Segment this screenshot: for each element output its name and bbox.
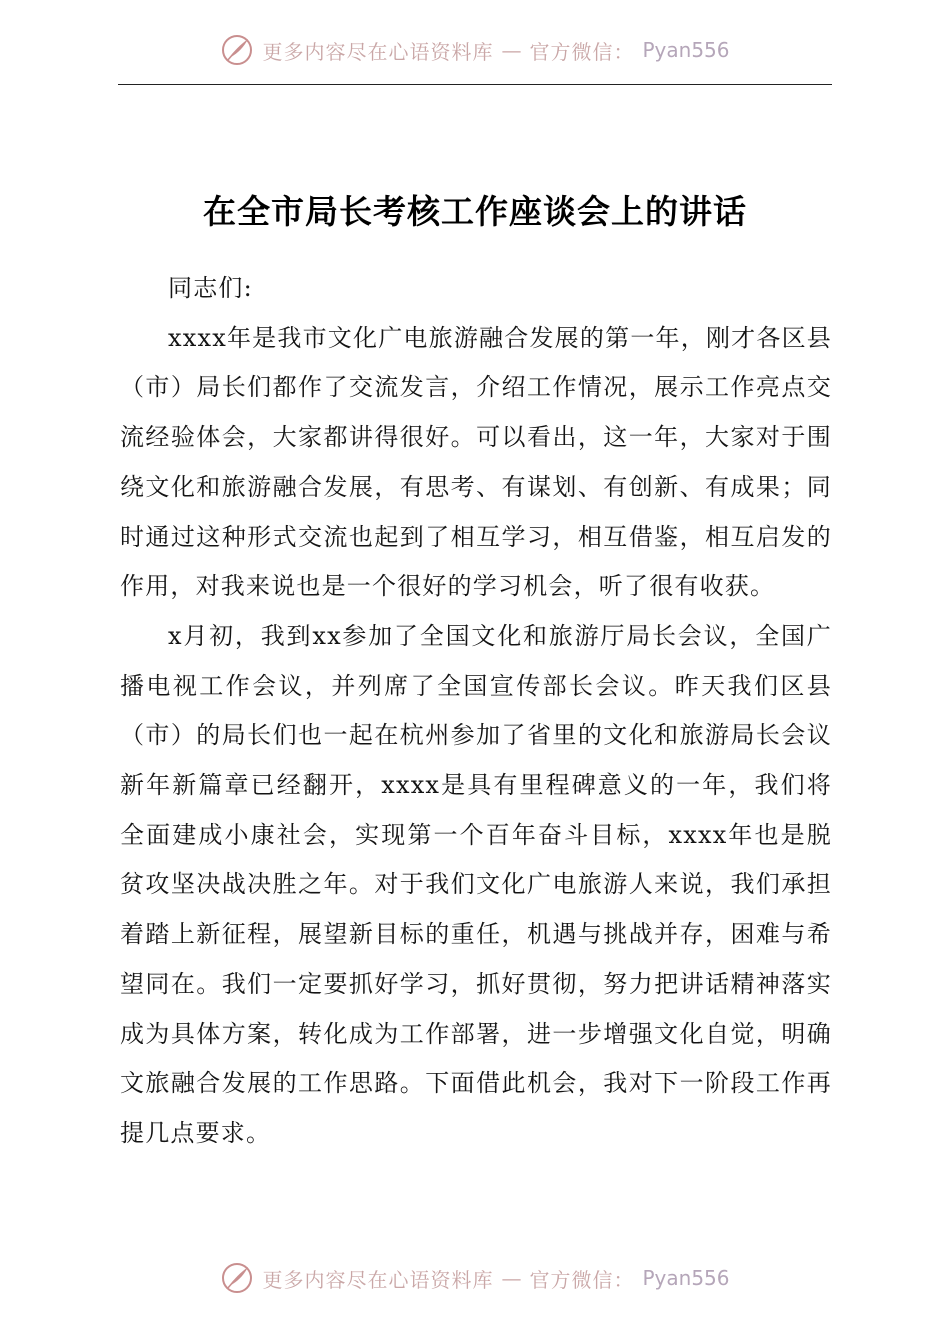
paragraph-2: x月初，我到xx参加了全国文化和旅游厅局长会议，全国广播电视工作会议，并列席了全国宣传部长会议。昨天我们区县（市）的局长们也一起在杭州参加了省里的文化和旅游局长会议新年新篇章已经翻开，xxxx是具有里程碑意义的一年，我们将全面建成小康社会，实现第一个百年奋斗目标，xxxx年也是脱贫攻坚决战决胜之年。对于我们文化广电旅游人来说，我们承担着踏上新征程，展望新目标的重任，机遇与挑战并存，困难与希望同在。我们一定要抓好学习，抓好贯彻，努力把讲话精神落实成为具体方案，转化成为工作部署，进一步增强文化自觉，明确文旅融合发展的工作思路。下面借此机会，我对下一阶段工作再提几点要求。 xyxy=(120,621,832,1147)
document-title: 在全市局长考核工作座谈会上的讲话 xyxy=(203,192,747,231)
feather-quill-logo-icon xyxy=(220,1261,254,1295)
watermark-contact-label: 官方微信： xyxy=(529,39,635,64)
feather-quill-logo-icon xyxy=(220,33,254,67)
header-divider xyxy=(118,84,832,85)
watermark-separator: — xyxy=(501,38,522,62)
watermark-brand: 更多内容尽在心语资料库 xyxy=(262,39,494,64)
salutation: 同志们: xyxy=(168,274,253,302)
watermark-contact-label: 官方微信： xyxy=(529,1267,635,1292)
watermark-brand: 更多内容尽在心语资料库 xyxy=(262,1267,494,1292)
header-watermark xyxy=(0,28,950,72)
paragraph-1: xxxx年是我市文化广电旅游融合发展的第一年，刚才各区县（市）局长们都作了交流发言，介绍工作情况，展示工作亮点交流经验体会，大家都讲得很好。可以看出，这一年，大家对于围绕文化和旅游融合发展，有思考、有谋划、有创新、有成果；同时通过这种形式交流也起到了相互学习，相互借鉴，相互启发的作用，对我来说也是一个很好的学习机会，听了很有收获。 xyxy=(120,323,832,601)
watermark-separator: — xyxy=(501,1266,522,1290)
document-body xyxy=(120,264,832,1159)
watermark-wechat-id: Pyan556 xyxy=(642,38,730,62)
watermark-wechat-id: Pyan556 xyxy=(642,1266,730,1290)
footer-watermark xyxy=(0,1256,950,1300)
